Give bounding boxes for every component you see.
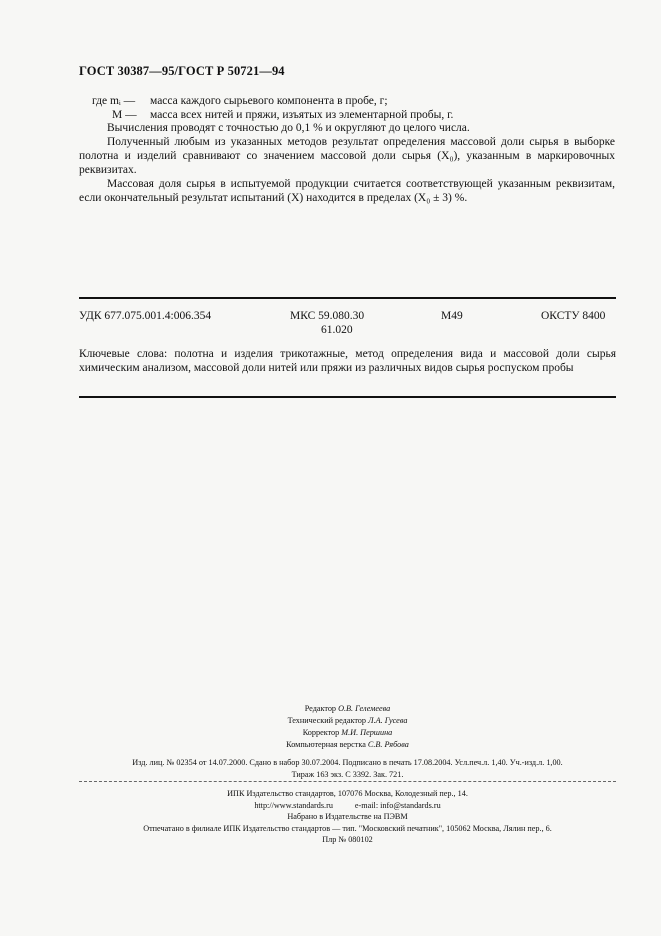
credit-line [79,727,616,739]
definition-text: масса всех нитей и пряжи, изъятых из элементарной пробы, г. [150,109,454,121]
formula-definitions [92,94,453,122]
publisher-contacts [79,800,616,812]
divider-top [79,297,616,299]
okstu-code: ОКСТУ 8400 [541,310,606,322]
divider-bottom [79,396,616,398]
email-link[interactable]: e-mail: info@standards.ru [354,800,441,810]
udk-code: УДК 677.075.001.4:006.354 [79,310,212,322]
credit-line [79,703,616,715]
license-line: Плр № 080102 [322,835,373,844]
paragraph: Массовая доля сырья в испытуемой продукции считается соответствующей указанным реквизитам, если окончательный результат испытаний (X) находится в пределах (X₀ ± 3) %. [79,178,615,204]
credit-line [79,715,616,727]
pubinfo-line: Тираж 163 экз. С 3392. Зак. 721. [291,770,404,779]
credit-role: Компьютерная верстка [286,740,366,749]
mks-code [290,309,364,337]
credit-role: Технический редактор [287,716,366,725]
m49-code: М49 [441,310,463,322]
credit-name: С.В. Рябова [367,740,409,749]
definition-text: масса каждого сырьевого компонента в пробе, г; [150,95,388,107]
definition-row [92,108,453,122]
printer-line: Отпечатано в филиале ИПК Издательство стандартов — тип. "Московский печатник", 105062 Москва, Лялин пер., 6. [143,823,552,833]
publisher-address: ИПК Издательство стандартов, 107076 Москва, Колодезный пер., 14. [227,789,468,798]
credit-name: О.В. Гелемеева [338,704,391,713]
website-link[interactable]: http://www.standards.ru [254,800,333,810]
paragraph: Полученный любым из указанных методов результат определения массовой доли сырья в выборке полотна и изделий сравнивают со значением массовой доли сырья (X₀), указанным в маркировочных реквизитах. [79,136,615,176]
paragraph: Вычисления проводят с точностью до 0,1 % и округляют до целого числа. [107,122,470,134]
imprint-credits [79,703,616,751]
definition-row [92,94,453,108]
publication-info [79,757,616,781]
credit-role: Корректор [302,728,340,737]
keywords: Ключевые слова: полотна и изделия трикотажные, метод определения вида и массовой доли сырья химическим анализом, массовой доли нитей или пряжи из различных видов сырья роспуском пробы [79,348,616,374]
definition-symbol: M — [112,109,137,121]
credit-line [79,739,616,751]
credit-name: М.И. Першина [341,728,393,737]
mks-line: МКС 59.080.30 [290,310,365,322]
credit-name: Л.А. Гусева [368,716,408,725]
definition-symbol: где mᵢ — [92,95,136,107]
body-text [79,121,615,205]
publisher-info [79,788,616,846]
mks-line: 61.020 [321,324,353,336]
credit-role: Редактор [304,704,337,713]
document-header: ГОСТ 30387—95/ГОСТ Р 50721—94 [79,64,285,78]
dashed-divider [79,781,616,782]
pubinfo-line: Изд. лиц. № 02354 от 14.07.2000. Сдано в набор 30.07.2004. Подписано в печать 17.08.2004. Усл.печ.л. 1,40. Уч.-изд.л. 1,00. [132,758,563,767]
publisher-line: Набрано в Издательстве на ПЭВМ [287,812,408,821]
